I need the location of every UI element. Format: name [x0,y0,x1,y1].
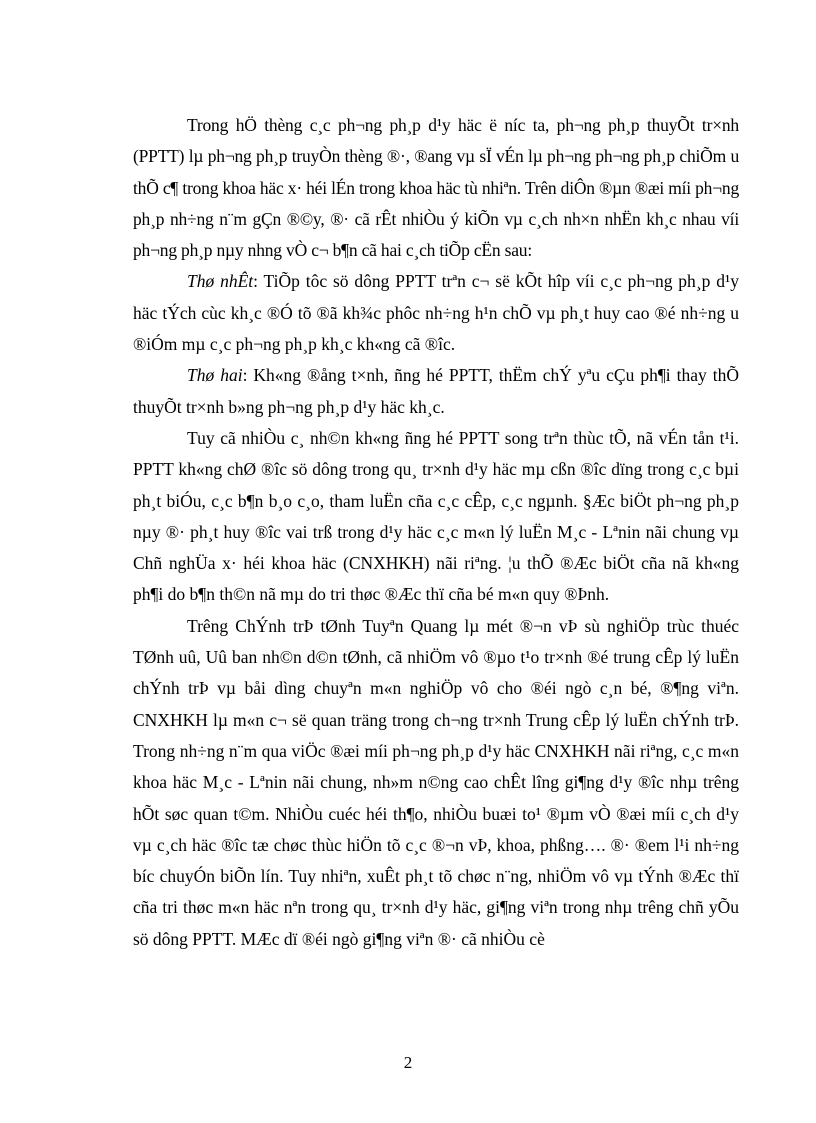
paragraph-intro [133,110,739,266]
paragraph-text: Tuy cã nhiÒu c¸ nh©n kh«ng ñng hé PPTT song trªn thùc tÕ, nã vÉn tån t¹i. PPTT kh«ng chØ ®îc sö dông trong qu¸ tr×nh d¹y häc mµ cßn ®îc dïng trong c¸c bµi ph¸t biÓu, c¸c b¶n b¸o c¸o, tham luËn cña c¸c cÊp, c¸c ngµnh. §Æc biÖt ph¬ng ph¸p nµy ®· ph¸t huy ®îc vai trß trong d¹y häc c¸c m«n lý luËn M¸c - Lªnin nãi chung vµ Chñ nghÜa x· héi khoa häc (CNXHKH) nãi riªng. ¦u thÕ ®Æc biÖt cña nã kh«ng ph¶i do b¶n th©n nã mµ do tri thøc ®Æc thï cña bé m«n quy ®Þnh. [133,427,739,605]
paragraph-text: : TiÕp tôc sö dông PPTT trªn c¬ së kÕt hîp víi c¸c ph¬ng ph¸p d¹y häc tÝch cùc kh¸c ®Ó tõ ®ã kh¾c phôc nh÷ng h¹n chÕ vµ ph¸t huy cao ®é nh÷ng u ®iÓm mµ c¸c ph¬ng ph¸p kh¸c kh«ng cã ®îc. [133,271,739,355]
paragraph-text: Trêng ChÝnh trÞ tØnh Tuyªn Quang lµ mét ®¬n vÞ sù nghiÖp trùc thuéc TØnh uû, Uû ban nh©n d©n tØnh, cã nhiÖm vô ®µo t¹o tr×nh ®é trung cÊp lý luËn chÝnh trÞ vµ båi dìng chuyªn m«n nghiÖp vô cho ®éi ngò c¸n bé, ®¶ng viªn. CNXHKH lµ m«n c¬ së quan träng trong ch¬ng tr×nh Trung cÊp lý luËn chÝnh trÞ. Trong nh÷ng n¨m qua viÖc ®æi míi ph¬ng ph¸p d¹y häc CNXHKH nãi riªng, c¸c m«n khoa häc M¸c - Lªnin nãi chung, nh»m n©ng cao chÊt lîng gi¶ng d¹y ®îc nhµ trêng hÕt søc quan t©m. NhiÒu cuéc héi th¶o, nhiÒu buæi to¹ ®µm vÒ ®æi míi c¸ch d¹y vµ c¸ch häc ®îc tæ chøc thùc hiÖn tõ c¸c ®¬n vÞ, khoa, phßng…. ®· ®em l¹i nh÷ng bíc chuyÓn biÕn lín. Tuy nhiªn, xuÊt ph¸t tõ chøc n¨ng, nhiÖm vô vµ tÝnh ®Æc thï cña tri thøc m«n häc nªn trong qu¸ tr×nh d¹y häc, gi¶ng viªn trong nhµ trêng chñ yÕu sö dông PPTT. MÆc dï ®éi ngò gi¶ng viªn ®· cã nhiÒu cè [133,615,739,949]
paragraph-reality [133,423,739,611]
paragraph-first-approach [133,266,739,360]
body-text [133,110,739,955]
paragraph-second-approach [133,360,739,423]
first-approach-label: Thø nhÊt [187,271,254,292]
paragraph-text: Trong hÖ thèng c¸c ph¬ng ph¸p d¹y häc ë níc ta, ph¬ng ph¸p thuyÕt tr×nh (PPTT) lµ ph¬ng ph¸p truyÒn thèng ®·, ®ang vµ sÏ vÉn lµ ph¬ng ph¬ng ph¸p chiÕm u thÕ c¶ trong khoa häc x· héi lÉn trong khoa häc tù nhiªn. Trên diÔn ®µn ®æi míi ph¬ng ph¸p nh÷ng n¨m gÇn ®©y, ®· cã rÊt nhiÒu ý kiÕn vµ c¸ch nh×n nhËn kh¸c nhau víi ph¬ng ph¸p nµy nhng vÒ c¬ b¶n cã hai c¸ch tiÕp cËn sau: [133,115,739,261]
page-number: 2 [403,1053,413,1072]
paragraph-school [133,611,739,955]
second-approach-label: Thø hai [187,365,243,386]
paragraph-text: : Kh«ng ®ång t×nh, ñng hé PPTT, thËm chÝ yªu cÇu ph¶i thay thÕ thuyÕt tr×nh b»ng ph¬ng ph¸p d¹y häc kh¸c. [133,365,739,417]
